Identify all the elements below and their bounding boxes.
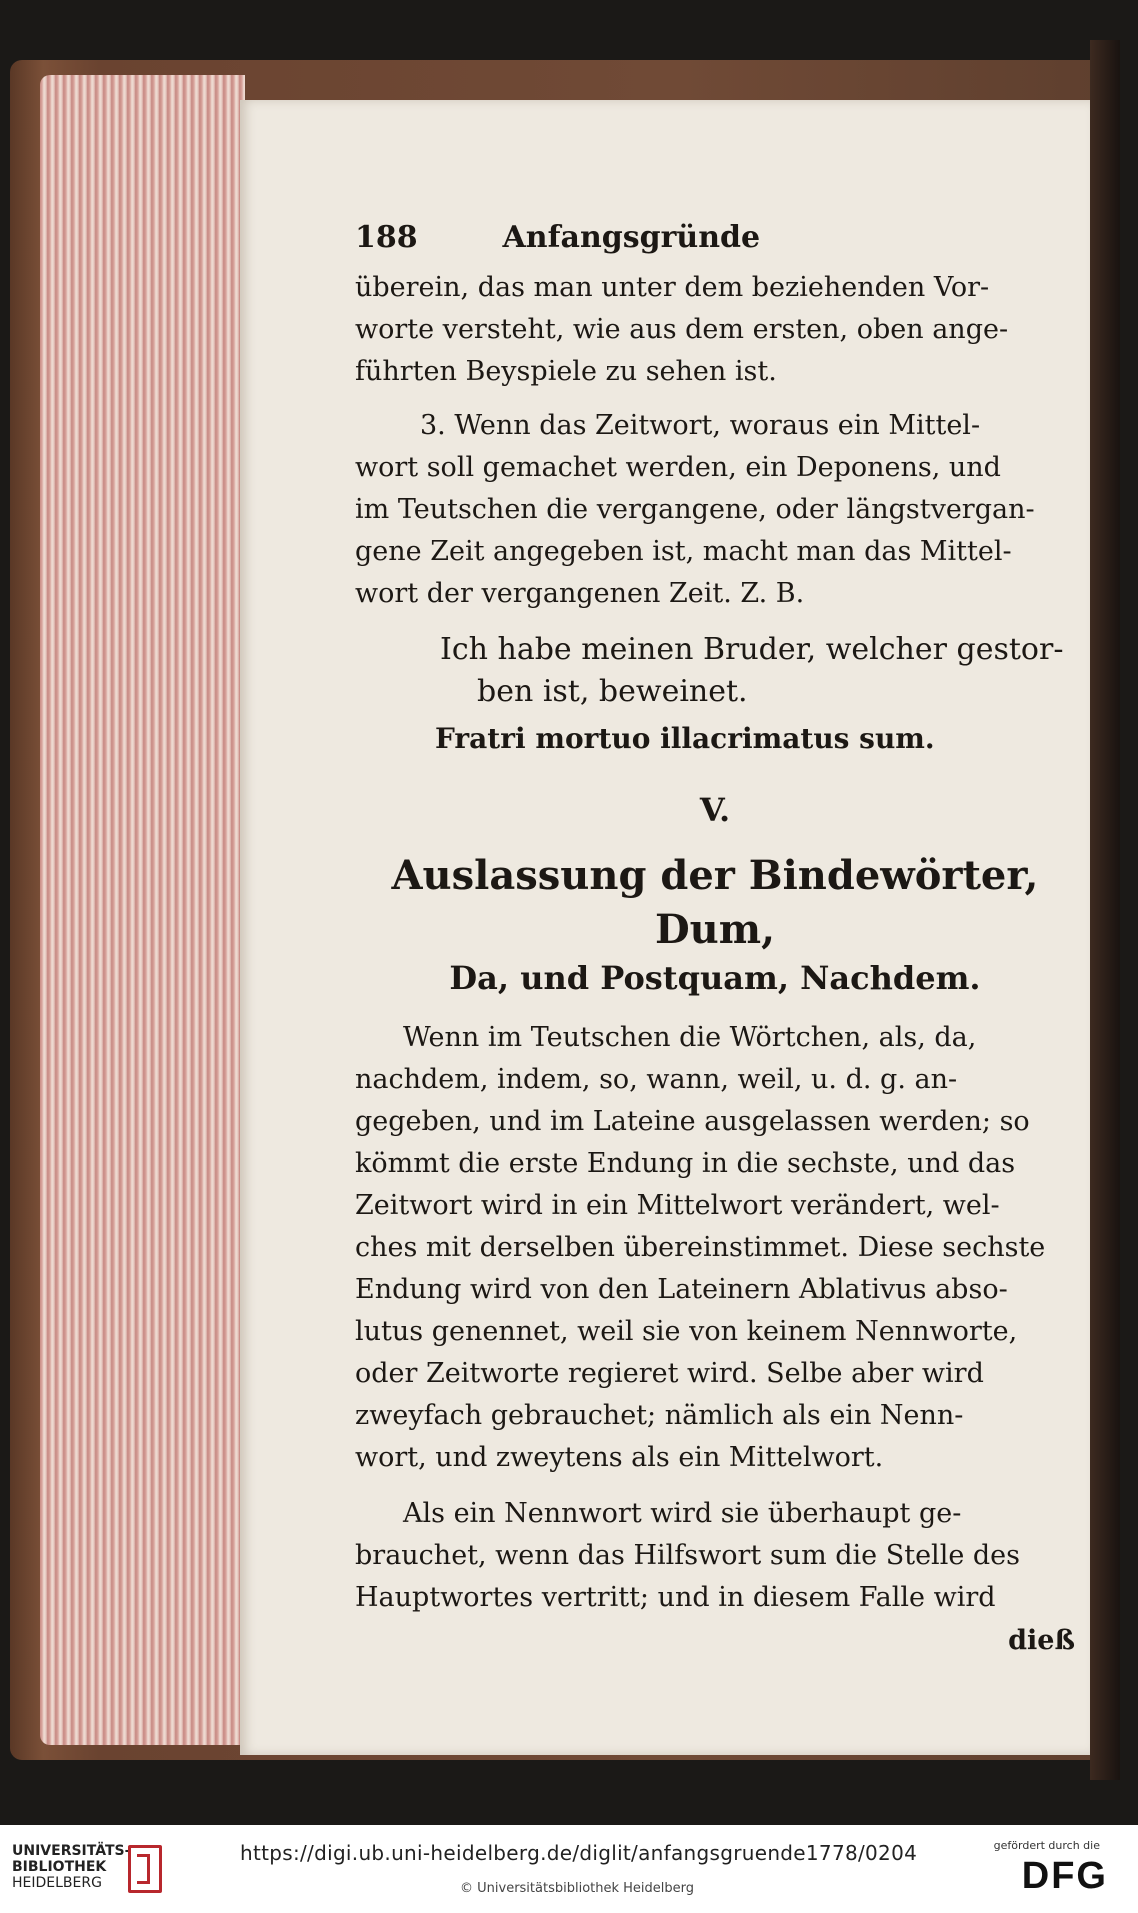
text-line: Hauptwortes vertritt; und in diesem Falle wird: [355, 1582, 996, 1613]
text-line: zweyfach gebrauchet; nämlich als ein Nenn-: [355, 1400, 964, 1431]
text-line: nachdem, indem, so, wann, weil, u. d. g. an-: [355, 1064, 958, 1095]
viewer-footer: [0, 1825, 1138, 1913]
permalink[interactable]: https://digi.ub.uni-heidelberg.de/diglit/anfangsgruende1778/0204: [240, 1841, 918, 1865]
page-number: 188: [355, 220, 418, 255]
text-line: wort soll gemachet werden, ein Deponens, und: [355, 452, 1001, 483]
library-name-line: BIBLIOTHEK: [12, 1859, 107, 1875]
running-head: Anfangsgründe: [502, 220, 761, 255]
text-line: kömmt die erste Endung in die sechste, und das: [355, 1148, 1016, 1179]
copyright-notice: © Universitätsbibliothek Heidelberg: [460, 1881, 695, 1896]
section-title-2: Da, und Postquam, Nachdem.: [449, 959, 981, 997]
paragraph-2: [355, 405, 1070, 615]
text-line: wort der vergangenen Zeit. Z. B.: [355, 578, 805, 609]
paragraph-4: [355, 1493, 1070, 1619]
text-line: Wenn im Teutschen die Wörtchen, als, da,: [403, 1022, 977, 1053]
text-line: brauchet, wenn das Hilfswort sum die Stelle des: [355, 1540, 1021, 1571]
text-line: gegeben, und im Lateine ausgelassen werden; so: [355, 1106, 1030, 1137]
text-line: ches mit derselben übereinstimmet. Diese sechste: [355, 1232, 1046, 1263]
text-line: gene Zeit angegeben ist, macht man das Mittel-: [355, 536, 1012, 567]
text-line: wort, und zweytens als ein Mittelwort.: [355, 1442, 884, 1473]
text-line: Ich habe meinen Bruder, welcher gestor-: [440, 632, 1064, 667]
text-line: überein, das man unter dem beziehenden Vor-: [355, 272, 990, 303]
dfg-logo: DFG: [1021, 1855, 1108, 1897]
paragraph-3: [355, 1017, 1070, 1479]
text-line: lutus genennet, weil sie von keinem Nennworte,: [355, 1316, 1018, 1347]
text-line: im Teutschen die vergangene, oder längstvergan-: [355, 494, 1035, 525]
text-line: führten Beyspiele zu sehen ist.: [355, 356, 777, 387]
text-line: Endung wird von den Lateinern Ablativus abso-: [355, 1274, 1008, 1305]
library-logo-icon: [128, 1845, 162, 1893]
text-line: Als ein Nennwort wird sie überhaupt ge-: [403, 1498, 962, 1529]
funding-note: gefördert durch die: [993, 1839, 1100, 1852]
text-line: 3. Wenn das Zeitwort, woraus ein Mittel-: [420, 410, 981, 441]
latin-example: Fratri mortuo illacrimatus sum.: [435, 722, 935, 755]
book-gutter: [1090, 40, 1120, 1780]
paragraph-1: [355, 267, 1070, 393]
text-line: oder Zeitworte regieret wird. Selbe aber wird: [355, 1358, 984, 1389]
library-name-line: HEIDELBERG: [12, 1875, 102, 1891]
text-line: ben ist, beweinet.: [477, 674, 748, 709]
catchword: dieß: [1008, 1625, 1075, 1656]
library-logo-text: [12, 1843, 130, 1891]
page-header: [355, 220, 845, 255]
german-example: [440, 629, 1075, 713]
section-numeral: V.: [699, 791, 731, 829]
library-name-line: UNIVERSITÄTS-: [12, 1843, 131, 1859]
text-line: Zeitwort wird in ein Mittelwort verändert, wel-: [355, 1190, 1000, 1221]
page-edges: [40, 75, 245, 1745]
text-line: worte versteht, wie aus dem ersten, oben ange-: [355, 314, 1009, 345]
page-text: [355, 220, 1075, 1656]
section-title-1: Auslassung der Bindewörter, Dum,: [391, 852, 1039, 953]
